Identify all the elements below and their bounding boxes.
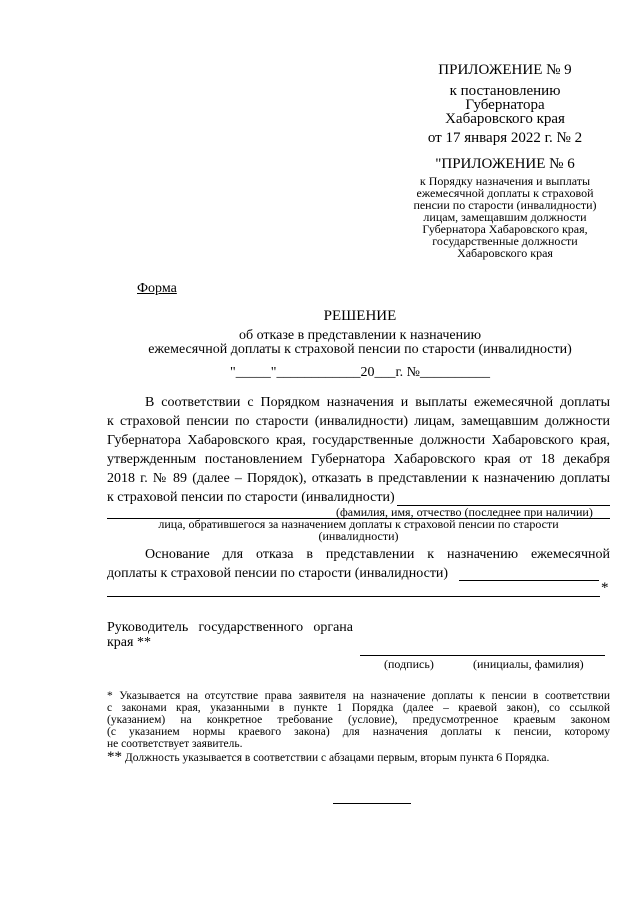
appendix9-line-2: Губернатора	[465, 97, 545, 113]
footnote-1-line-2: с законами края, указанными в пункте 1 Порядка (далее – краевой закон), со ссылкой	[107, 702, 610, 714]
head-position-line-2	[107, 635, 151, 651]
person-caption-2: (инвалидности)	[318, 529, 399, 543]
basis-line-2: доплаты к страховой пенсии по старости (инвалидности)	[107, 566, 449, 581]
basis-continuation-line[interactable]	[107, 596, 600, 597]
body-line-1: В соответствии с Порядком назначения и выплаты ежемесячной доплаты	[145, 395, 610, 410]
appendix6-line-5: Губернатора Хабаровского края,	[422, 222, 588, 236]
person-caption-1: лица, обратившегося за назначением доплаты к страховой пенсии по старости	[158, 517, 559, 531]
body-line-4: утвержденным постановлением Губернатора Хабаровского края от 18 декабря	[107, 452, 610, 467]
head-position-word: края	[107, 635, 134, 650]
decision-title: РЕШЕНИЕ	[323, 308, 397, 324]
head-position-stars: **	[136, 635, 151, 650]
appendix6-line-6: государственные должности	[432, 234, 578, 248]
fio-caption: (фамилия, имя, отчество (последнее при наличии)	[336, 505, 593, 519]
footnote-1-line-1: * Указывается на отсутствие права заявителя на назначение доплаты к пенсии в соответствии	[107, 690, 610, 702]
appendix6-line-4: лицам, замещавшим должности	[423, 210, 587, 224]
body-line-5: 2018 г. № 89 (далее – Порядок), отказать в представлении к назначению доплаты	[107, 471, 610, 486]
footnote-1-line-3: (указанием) на конкретное требование (условие), предусмотренное краевым законом	[107, 714, 610, 726]
footnote-2	[107, 749, 549, 766]
form-label: Форма	[137, 281, 177, 296]
appendix9-line-3: Хабаровского края	[445, 111, 565, 127]
signature-line[interactable]	[360, 655, 605, 656]
signature-caption: (подпись)	[384, 657, 434, 671]
appendix9-line-1: к постановлению	[449, 83, 561, 99]
basis-field-line[interactable]	[459, 580, 599, 581]
decision-subtitle-1: об отказе в представлении к назначению	[238, 328, 482, 343]
footnote-2-text: Должность указывается в соответствии с абзацами первым, вторым пункта 6 Порядка.	[122, 752, 550, 764]
basis-star: *	[601, 580, 609, 596]
closing-separator	[333, 803, 411, 804]
initials-caption: (инициалы, фамилия)	[473, 657, 584, 671]
appendix6-line-1: к Порядку назначения и выплаты	[419, 174, 591, 188]
body-last-line: к страховой пенсии по старости (инвалидности)	[107, 490, 395, 505]
footnote-2-stars: **	[107, 749, 122, 765]
appendix6-line-3: пенсии по старости (инвалидности)	[413, 198, 597, 212]
basis-line-1: Основание для отказа в представлении к назначению ежемесячной	[145, 547, 610, 562]
decision-subtitle-2: ежемесячной доплаты к страховой пенсии по старости (инвалидности)	[148, 342, 572, 357]
decision-date-number: "_____"____________20___г. №__________	[230, 365, 490, 380]
appendix9-date: от 17 января 2022 г. № 2	[427, 130, 583, 146]
appendix6-title: "ПРИЛОЖЕНИЕ № 6	[435, 156, 575, 172]
appendix6-line-7: Хабаровского края	[457, 246, 553, 260]
footnote-1-last: не соответствует заявитель.	[107, 738, 243, 750]
body-line-3: Губернатора Хабаровского края, государственные должности Хабаровского края,	[107, 433, 610, 448]
footnote-1-line-4: (с указанием нормы краевого закона) для назначения доплаты к пенсии, которому	[107, 726, 610, 738]
head-position-line-1: Руководитель государственного органа	[107, 620, 353, 635]
appendix9-title: ПРИЛОЖЕНИЕ № 9	[438, 62, 572, 78]
appendix6-line-2: ежемесячной доплаты к страховой	[416, 186, 594, 200]
body-line-2: к страховой пенсии по старости (инвалидности) лицам, замещавшим должности	[107, 414, 610, 429]
